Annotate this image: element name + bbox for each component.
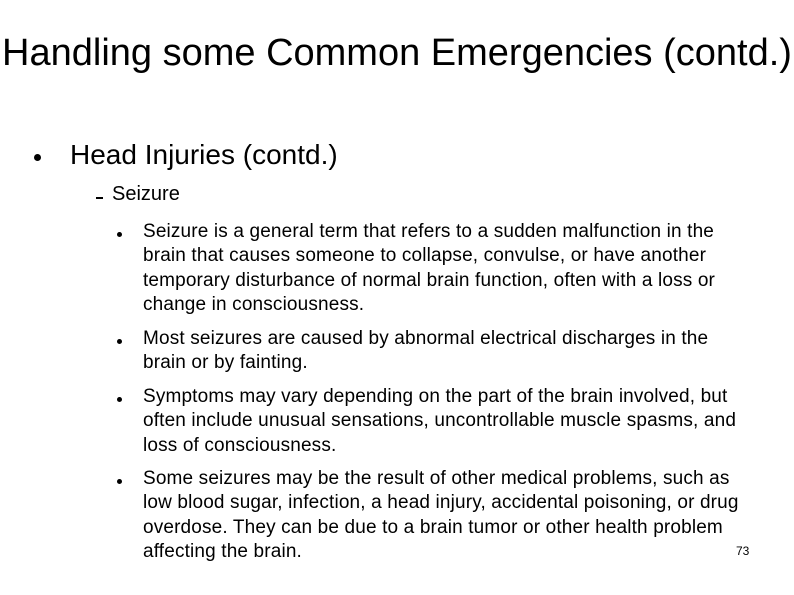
bullet-dot-icon — [117, 232, 122, 237]
page-number: 73 — [736, 544, 750, 558]
list-item — [117, 220, 757, 317]
list-item-text: Some seizures may be the result of other medical problems, such as low blood sugar, infection, a head injury, accidental poisoning, or drug overdose. They can be due to a brain tumor or other health problem affecting the brain. — [143, 468, 739, 562]
slide-title: Handling some Common Emergencies (contd.) — [2, 32, 792, 74]
list-item — [117, 467, 757, 564]
list-item-text: Most seizures are caused by abnormal electrical discharges in the brain or by fainting. — [143, 328, 709, 374]
bullet-dot-icon — [117, 479, 122, 484]
bullet-head-injuries-text: Head Injuries (contd.) — [70, 139, 338, 170]
sub-bullet-seizure-text: Seizure — [112, 183, 180, 205]
bullet-dot-icon — [117, 397, 122, 402]
list-item-text: Seizure is a general term that refers to a sudden malfunction in the brain that causes someone to collapse, convulse, or have another temporary disturbance of normal brain function, often with a loss or change in consciousness. — [143, 221, 716, 315]
list-item — [117, 327, 757, 376]
list-item — [117, 385, 757, 458]
bullet-dot-icon — [117, 339, 122, 344]
list-item-text: Symptoms may vary depending on the part of the brain involved, but often include unusual sensations, uncontrollable muscle spasms, and loss of consciousness. — [143, 386, 737, 456]
